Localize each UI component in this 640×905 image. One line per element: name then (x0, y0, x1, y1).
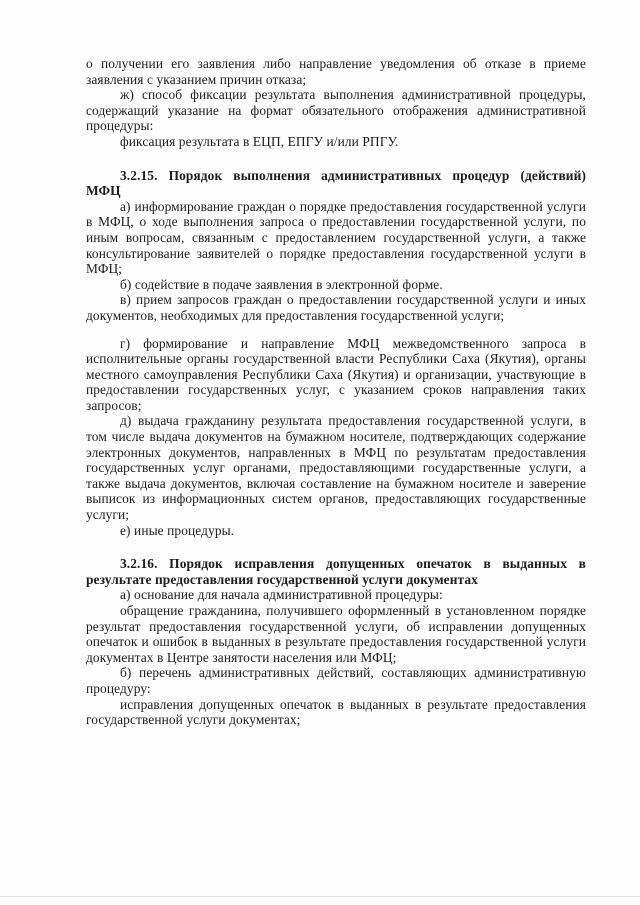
section-heading-3-2-16: 3.2.16. Порядок исправления допущенных опечаток в выданных в результате предоставления государственной услуги документах (86, 556, 586, 587)
scan-edge-line (0, 896, 640, 897)
paragraph-interagency-request: г) формирование и направление МФЦ межведомственного запроса в исполнительные органы государственной власти Республики Саха (Якутия), органы местного самоуправления Республики Саха (Якутия) и организации, участвующие в предоставлении государственных услуг, с указанием сроков направления таких запросов; (86, 335, 586, 413)
section-heading-3-2-15: 3.2.15. Порядок выполнения административных процедур (действий) МФЦ (86, 167, 586, 199)
paragraph-refusal-notice: о получении его заявления либо направление уведомления об отказе в приеме заявления с указанием причин отказа; (86, 56, 586, 87)
paragraph-request-intake: в) прием запросов граждан о предоставлении государственной услуги и иных документов, необходимых для предоставления государственной услуги; (86, 292, 586, 323)
paragraph-other-procedures: е) иные процедуры. (120, 522, 235, 538)
paragraph-fixation-result: фиксация результата в ЕЦП, ЕПГУ и/или РПГУ. (120, 133, 399, 149)
paragraph-actions-list: б) перечень административных действий, составляющих административную процедуру: (86, 665, 586, 696)
paragraph-corrections: исправления допущенных опечаток в выданных в результате предоставления государственной услуги документах; (86, 696, 586, 728)
document-body (86, 56, 586, 728)
paragraph-basis: а) основание для начала административной процедуры: (120, 587, 443, 603)
spacer (86, 538, 586, 556)
paragraph-electronic-assist: б) содействие в подаче заявления в электронной форме. (120, 276, 443, 292)
spacer (86, 324, 586, 336)
spacer (86, 150, 586, 168)
paragraph-fixation-method: ж) способ фиксации результата выполнения административной процедуры, содержащий указание на формат обязательного отображения административной процедуры: (86, 87, 586, 134)
paragraph-result-issuance: д) выдача гражданину результата предоставления государственной услуги, в том числе выдача документов на бумажном носителе, подтверждающих содержание электронных документов, направленных в МФЦ по результатам предоставления государственных услуг органами, предоставляющими государственные услуги, а также выдача документов, включая составление на бумажном носителе и заверение выписок из информационных систем органов, предоставляющих государственные услуги; (86, 413, 586, 523)
paragraph-citizen-appeal: обращение гражданина, получившего оформленный в установленном порядке результат предоставления государственной услуги, об исправлении допущенных опечаток и ошибок в выданных в результате предоставления государственной услуги документах в Центре занятости населения или МФЦ; (86, 603, 586, 665)
paragraph-informing: а) информирование граждан о порядке предоставления государственной услуги в МФЦ, о ходе выполнения запроса о предоставлении государственной услуги, по иным вопросам, связанным с предоставлением государственной услуги, а также консультирование заявителей о порядке предоставления государственной услуги в МФЦ; (86, 198, 586, 277)
